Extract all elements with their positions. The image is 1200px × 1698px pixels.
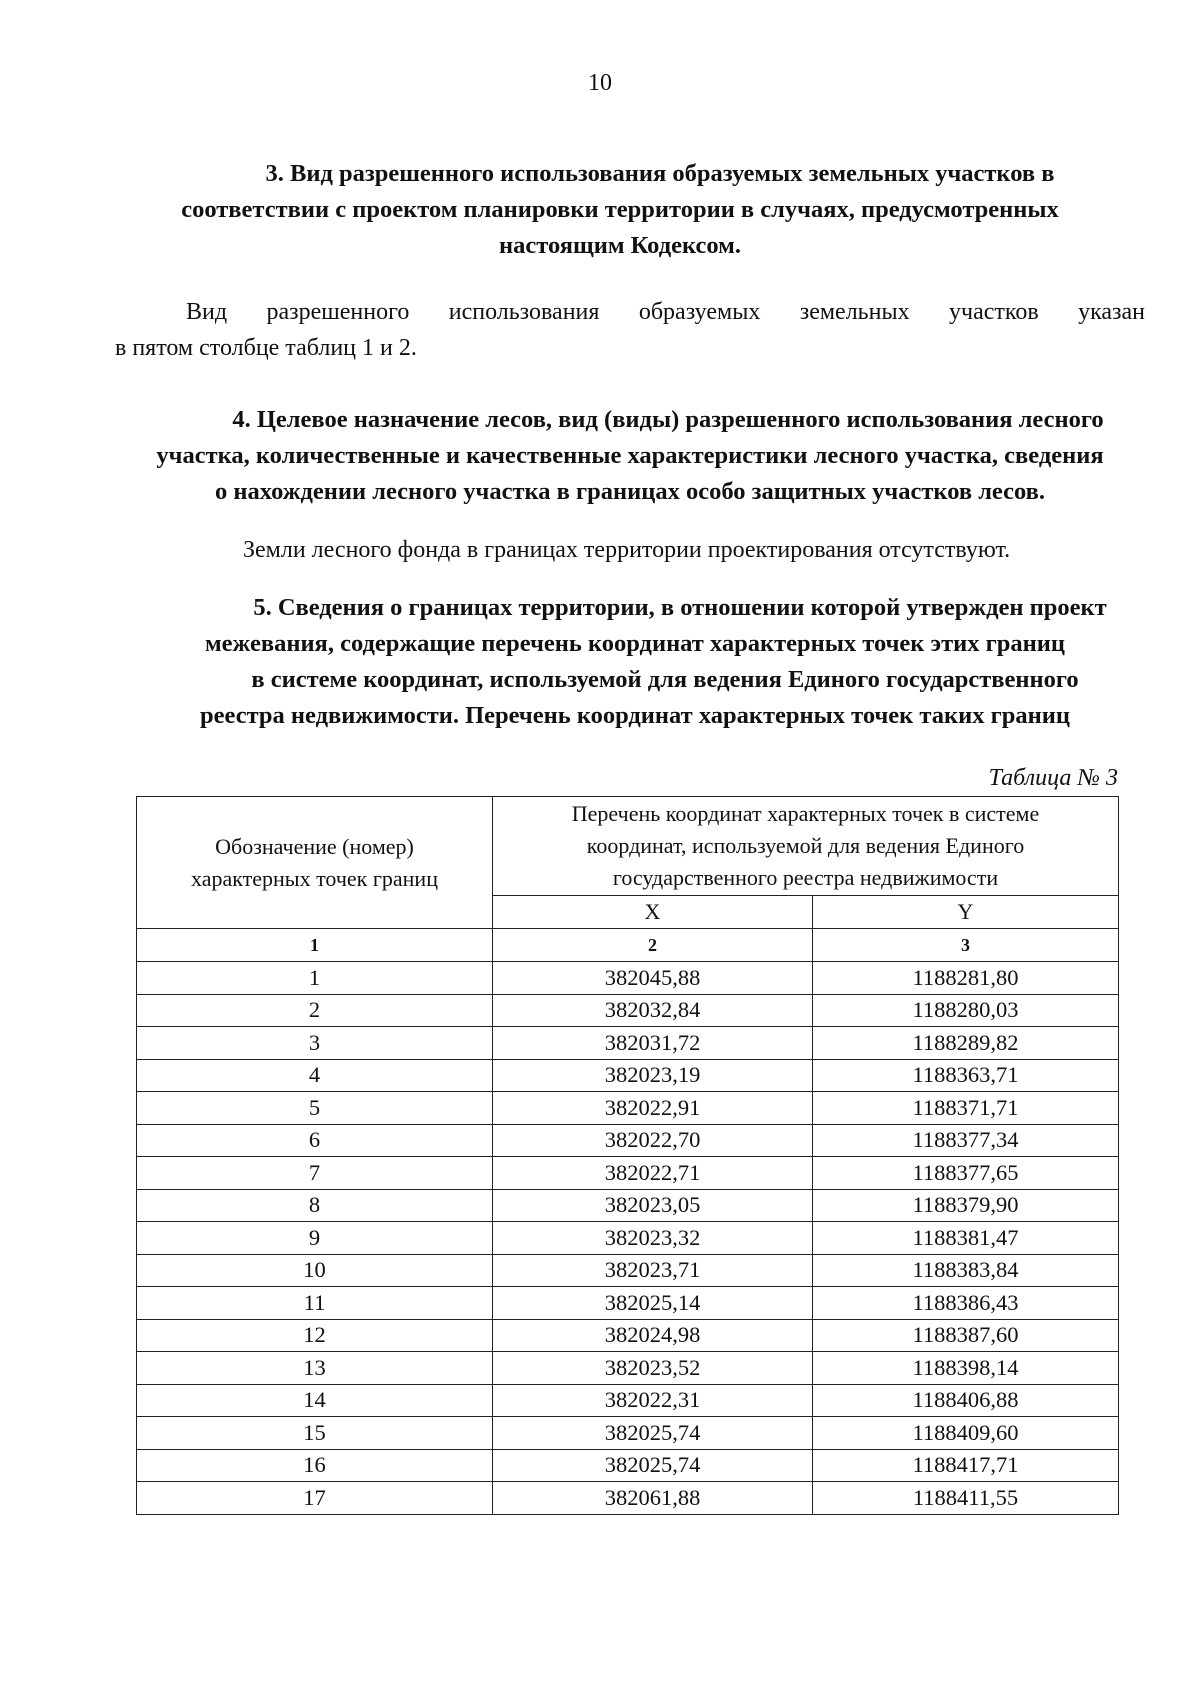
section-3-paragraph	[115, 294, 1145, 366]
table-row	[137, 1287, 1119, 1320]
header-list-line: государственного реестра недвижимости	[612, 865, 999, 890]
x-coordinate-cell: 382022,31	[493, 1384, 813, 1417]
y-coordinate-cell: 1188386,43	[813, 1287, 1119, 1320]
table-row	[137, 1157, 1119, 1190]
coordinates-table	[136, 796, 1119, 1515]
point-number-cell: 3	[137, 1027, 493, 1060]
point-number-cell: 4	[137, 1059, 493, 1092]
x-coordinate-cell: 382024,98	[493, 1319, 813, 1352]
header-designation	[137, 797, 493, 929]
section-3-paragraph-line-1	[115, 294, 1145, 330]
table-row	[137, 1092, 1119, 1125]
section-4-heading	[110, 402, 1150, 510]
x-coordinate-cell: 382023,52	[493, 1352, 813, 1385]
word: образуемых	[638, 299, 761, 325]
section-3-heading-line: 3. Вид разрешенного использования образуемых земельных участков в	[265, 160, 1055, 187]
y-coordinate-cell: 1188377,65	[813, 1157, 1119, 1190]
x-coordinate-cell: 382023,05	[493, 1189, 813, 1222]
x-coordinate-cell: 382023,19	[493, 1059, 813, 1092]
point-number-cell: 2	[137, 994, 493, 1027]
x-coordinate-cell: 382025,74	[493, 1417, 813, 1450]
column-number: 2	[493, 929, 813, 962]
table-row	[137, 1222, 1119, 1255]
point-number-cell: 5	[137, 1092, 493, 1125]
table-row	[137, 994, 1119, 1027]
y-coordinate-cell: 1188280,03	[813, 994, 1119, 1027]
column-number: 1	[137, 929, 493, 962]
x-coordinate-cell: 382045,88	[493, 962, 813, 995]
section-5-heading-line: 5. Сведения о границах территории, в отношении которой утвержден проект	[253, 594, 1107, 621]
coordinates-table-body	[137, 962, 1119, 1515]
section-5-heading-line: в системе координат, используемой для ведения Единого государственного	[251, 666, 1079, 693]
table-caption: Таблица № 3	[988, 765, 1118, 791]
x-coordinate-cell: 382023,71	[493, 1254, 813, 1287]
section-3-heading	[140, 156, 1100, 264]
section-5-heading-line: реестра недвижимости. Перечень координат характерных точек таких границ	[200, 702, 1070, 729]
section-5-heading	[150, 590, 1120, 734]
section-4-heading-line: участка, количественные и качественные характеристики лесного участка, сведения	[156, 442, 1104, 469]
header-designation-line: Обозначение (номер)	[215, 833, 414, 859]
table-row	[137, 1482, 1119, 1515]
section-4-heading-line: 4. Целевое назначение лесов, вид (виды) разрешенного использования лесного	[232, 406, 1104, 433]
section-4-heading-line: о нахождении лесного участка в границах особо защитных участков лесов.	[215, 478, 1045, 505]
x-coordinate-cell: 382023,32	[493, 1222, 813, 1255]
header-coordinate-list	[493, 797, 1119, 896]
x-coordinate-cell: 382022,71	[493, 1157, 813, 1190]
table-row	[137, 1449, 1119, 1482]
word: использования	[448, 299, 600, 325]
y-coordinate-cell: 1188398,14	[813, 1352, 1119, 1385]
y-coordinate-cell: 1188289,82	[813, 1027, 1119, 1060]
word: участков	[949, 299, 1039, 325]
page-number: 10	[588, 70, 612, 96]
y-coordinate-cell: 1188381,47	[813, 1222, 1119, 1255]
x-coordinate-cell: 382032,84	[493, 994, 813, 1027]
y-coordinate-cell: 1188363,71	[813, 1059, 1119, 1092]
header-designation-line: характерных точек границ	[191, 865, 438, 891]
table-row	[137, 1189, 1119, 1222]
section-3-heading-line: соответствии с проектом планировки территории в случаях, предусмотренных	[181, 196, 1059, 223]
section-5-heading-line: межевания, содержащие перечень координат характерных точек этих границ	[204, 630, 1066, 657]
point-number-cell: 10	[137, 1254, 493, 1287]
table-row	[137, 1254, 1119, 1287]
table-row	[137, 1124, 1119, 1157]
table-row	[137, 1417, 1119, 1450]
x-coordinate-cell: 382025,14	[493, 1287, 813, 1320]
y-coordinate-cell: 1188409,60	[813, 1417, 1119, 1450]
y-coordinate-cell: 1188406,88	[813, 1384, 1119, 1417]
y-coordinate-cell: 1188377,34	[813, 1124, 1119, 1157]
y-coordinate-cell: 1188371,71	[813, 1092, 1119, 1125]
y-coordinate-cell: 1188383,84	[813, 1254, 1119, 1287]
table-row	[137, 1352, 1119, 1385]
header-x: X	[493, 896, 813, 929]
y-coordinate-cell: 1188379,90	[813, 1189, 1119, 1222]
point-number-cell: 15	[137, 1417, 493, 1450]
y-coordinate-cell: 1188417,71	[813, 1449, 1119, 1482]
x-coordinate-cell: 382025,74	[493, 1449, 813, 1482]
table-row	[137, 1059, 1119, 1092]
y-coordinate-cell: 1188387,60	[813, 1319, 1119, 1352]
word: Вид	[186, 299, 228, 325]
point-number-cell: 9	[137, 1222, 493, 1255]
header-y: Y	[813, 896, 1119, 929]
table-row	[137, 1027, 1119, 1060]
point-number-cell: 12	[137, 1319, 493, 1352]
point-number-cell: 13	[137, 1352, 493, 1385]
table-row	[137, 962, 1119, 995]
table-row	[137, 1384, 1119, 1417]
section-3-heading-line: настоящим Кодексом.	[499, 232, 741, 259]
header-list-line: Перечень координат характерных точек в системе	[571, 801, 1040, 826]
section-3-paragraph-line-2: в пятом столбце таблиц 1 и 2.	[115, 335, 417, 361]
point-number-cell: 14	[137, 1384, 493, 1417]
point-number-cell: 17	[137, 1482, 493, 1515]
x-coordinate-cell: 382022,70	[493, 1124, 813, 1157]
x-coordinate-cell: 382031,72	[493, 1027, 813, 1060]
point-number-cell: 1	[137, 962, 493, 995]
word: разрешенного	[266, 299, 410, 325]
x-coordinate-cell: 382022,91	[493, 1092, 813, 1125]
word: указан	[1078, 299, 1145, 325]
point-number-cell: 16	[137, 1449, 493, 1482]
y-coordinate-cell: 1188281,80	[813, 962, 1119, 995]
section-4-paragraph: Земли лесного фонда в границах территории проектирования отсутствуют.	[243, 537, 1011, 563]
word: земельных	[799, 299, 910, 325]
table-row	[137, 1319, 1119, 1352]
point-number-cell: 11	[137, 1287, 493, 1320]
column-number: 3	[813, 929, 1119, 962]
point-number-cell: 7	[137, 1157, 493, 1190]
header-list-line: координат, используемой для ведения Единого	[586, 833, 1025, 858]
point-number-cell: 6	[137, 1124, 493, 1157]
x-coordinate-cell: 382061,88	[493, 1482, 813, 1515]
point-number-cell: 8	[137, 1189, 493, 1222]
y-coordinate-cell: 1188411,55	[813, 1482, 1119, 1515]
